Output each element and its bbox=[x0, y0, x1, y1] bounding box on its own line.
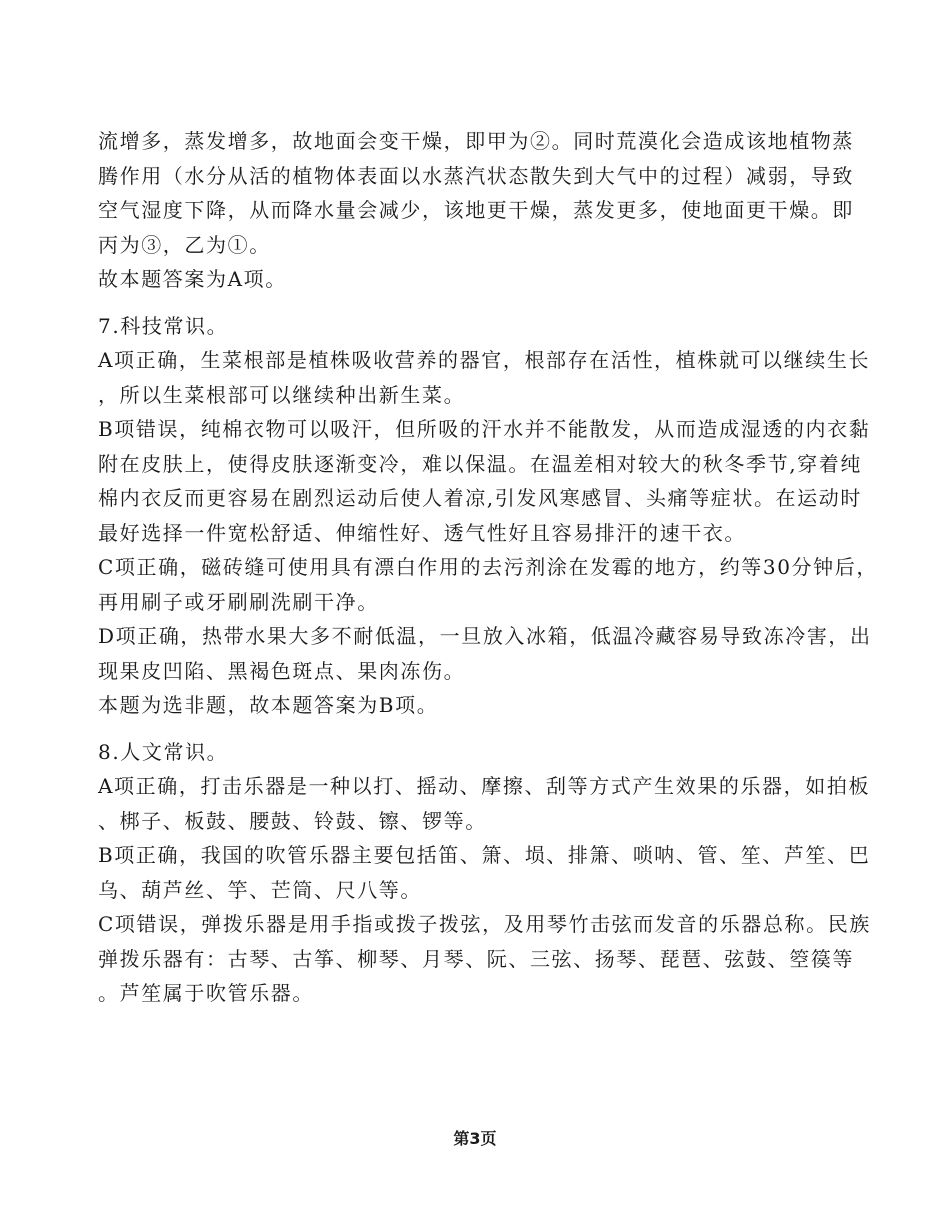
answer-line: 本题为选非题，故本题答案为B项。 bbox=[98, 693, 439, 717]
text-line: A项正确，生菜根部是植株吸收营养的器官，根部存在活性，植株就可以继续生长 bbox=[98, 348, 871, 372]
document-body bbox=[98, 124, 878, 1011]
text-line: ，所以生菜根部可以继续种出新生菜。 bbox=[98, 382, 466, 407]
text-line: 棉内衣反而更容易在剧烈运动后使人着凉,引发风寒感冒、头痛等症状。在运动时 bbox=[98, 486, 862, 510]
text-line: C项正确，磁砖缝可使用具有漂白作用的去污剂涂在发霉的地方，约等30分钟后， bbox=[98, 555, 878, 579]
paragraph-gap bbox=[98, 723, 868, 735]
text-line: 乌、葫芦丝、竽、芒筒、尺八等。 bbox=[98, 877, 422, 902]
text-line: B项错误，纯棉衣物可以吸汗，但所吸的汗水并不能散发，从而造成湿透的内衣黏 bbox=[98, 417, 871, 441]
text-line: 附在皮肤上，使得皮肤逐渐变冷，难以保温。在温差相对较大的秋冬季节,穿着纯 bbox=[98, 451, 862, 476]
text-line: 、梆子、板鼓、腰鼓、铃鼓、镲、锣等。 bbox=[98, 808, 487, 833]
text-line: 弹拨乐器有：古琴、古筝、柳琴、月琴、阮、三弦、扬琴、琵琶、弦鼓、箜篌等 bbox=[98, 946, 854, 971]
text-line: 再用刷子或牙刷刷洗刷干净。 bbox=[98, 589, 379, 614]
text-line: B项正确，我国的吹管乐器主要包括笛、箫、埙、排箫、唢呐、管、笙、芦笙、巴 bbox=[98, 843, 871, 867]
text-line: 最好选择一件宽松舒适、伸缩性好、透气性好且容易排汗的速干衣。 bbox=[98, 520, 746, 545]
text-line: C项错误，弹拨乐器是用手指或拨子拨弦，及用琴竹击弦而发音的乐器总称。民族 bbox=[98, 912, 871, 936]
text-line: A项正确，打击乐器是一种以打、摇动、摩擦、刮等方式产生效果的乐器，如拍板 bbox=[98, 774, 871, 798]
text-line: 现果皮凹陷、黑褐色斑点、果肉冻伤。 bbox=[98, 658, 466, 683]
section-heading: 7.科技常识。 bbox=[98, 313, 229, 338]
paragraph-gap bbox=[98, 297, 868, 309]
text-line: 。芦笙属于吹管乐器。 bbox=[98, 981, 314, 1005]
text-line: D项正确，热带水果大多不耐低温，一旦放入冰箱，低温冷藏容易导致冻冷害，出 bbox=[98, 624, 872, 648]
text-line: 腾作用（水分从活的植物体表面以水蒸汽状态散失到大气中的过程）减弱，导致 bbox=[98, 163, 854, 188]
section-heading: 8.人文常识。 bbox=[98, 739, 229, 764]
text-line: 丙为③，乙为①。 bbox=[98, 232, 271, 257]
text-line: 空气湿度下降，从而降水量会减少，该地更干燥，蒸发更多，使地面更干燥。即 bbox=[98, 198, 854, 222]
page-number: 第3页 bbox=[453, 1129, 497, 1148]
text-line: 流增多，蒸发增多，故地面会变干燥，即甲为②。同时荒漠化会造成该地植物蒸 bbox=[98, 129, 854, 153]
answer-line: 故本题答案为A项。 bbox=[98, 267, 287, 291]
